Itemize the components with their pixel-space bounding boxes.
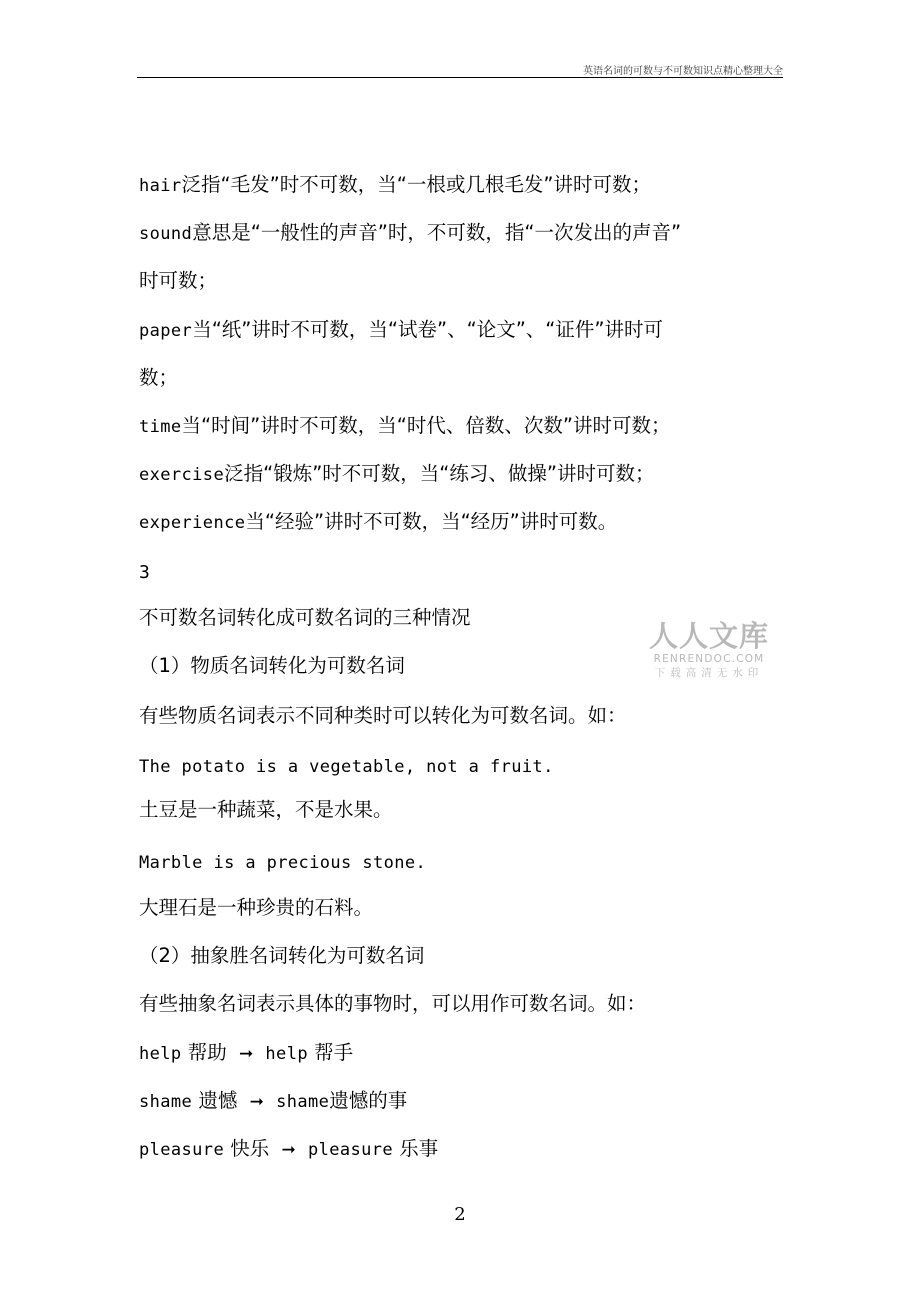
example-english-2: Marble is a precious stone. [139,853,427,873]
running-header: 英语名词的可数与不可数知识点精心整理大全 [583,66,783,77]
entry-sound [139,220,681,247]
word-b: shame [276,1092,330,1112]
word-b: pleasure [307,1140,394,1160]
term-word: sound [139,224,193,244]
entry-paper [139,317,663,344]
meaning-a: 帮助 [187,1041,227,1064]
word-a: shame [139,1092,193,1112]
watermark-url: RENRENDOC.COM [653,653,765,665]
term-definition: 当“时间”讲时不可数，当“时代、倍数、次数”讲时可数； [181,414,671,437]
subsection-heading-1: （1）物质名词转化为可数名词 [139,654,405,677]
entry-time [139,413,670,440]
subsection-description-2: 有些抽象名词表示具体的事物时，可以用作可数名词。如： [139,992,647,1015]
meaning-a: 遗憾 [198,1089,238,1112]
meaning-b: 乐事 [399,1137,439,1160]
section-title: 不可数名词转化成可数名词的三种情况 [139,606,471,629]
example-chinese-1: 土豆是一种蔬菜，不是水果。 [139,798,393,821]
entry-exercise [139,461,655,488]
arrow-right-icon: ➞ [238,1044,254,1064]
term-word: exercise [139,465,225,485]
term-definition: 当“纸”讲时不可数，当“试卷”、“论文”、“证件”讲时可 [192,318,664,341]
entry-sound-continued: 时可数； [139,269,218,292]
word-pair-shame [139,1088,407,1115]
word-pair-help [139,1040,353,1067]
page-number: 2 [454,1204,466,1225]
word-b: help [265,1044,308,1064]
word-a: pleasure [139,1140,225,1160]
entry-hair [139,172,651,199]
term-definition: 泛指“毛发”时不可数，当“一根或几根毛发”讲时可数； [181,173,651,196]
word-a: help [139,1044,182,1064]
subsection-description-1: 有些物质名词表示不同种类时可以转化为可数名词。如： [139,704,627,727]
example-chinese-2: 大理石是一种珍贵的石料。 [139,896,374,919]
term-definition: 泛指“锻炼”时不可数，当“练习、做操”讲时可数； [224,462,655,485]
entry-paper-continued: 数； [139,366,179,389]
word-pair-pleasure [139,1136,438,1163]
term-word: paper [139,321,193,341]
term-definition: 当“经验”讲时不可数，当“经历”讲时可数。 [245,510,618,533]
arrow-right-icon: ➞ [281,1140,296,1160]
term-word: experience [139,513,246,533]
arrow-right-icon: ➞ [249,1092,264,1112]
term-word: hair [139,176,182,196]
subsection-heading-2: （2）抽象胜名词转化为可数名词 [139,944,425,967]
meaning-a: 快乐 [230,1137,270,1160]
watermark-title: 人人文库 [648,619,769,653]
meaning-b: 帮手 [314,1041,354,1064]
watermark-subtitle: 下载高清无水印 [654,667,764,679]
term-definition: 意思是“一般性的声音”时，不可数，指“一次发出的声音” [192,221,682,244]
example-english-1: The potato is a vegetable, not a fruit. [139,757,554,777]
term-word: time [139,417,182,437]
entry-experience [139,509,617,536]
header-divider [137,77,783,78]
meaning-b: 遗憾的事 [329,1089,408,1112]
section-number: 3 [139,562,150,583]
watermark-logo [644,620,774,680]
